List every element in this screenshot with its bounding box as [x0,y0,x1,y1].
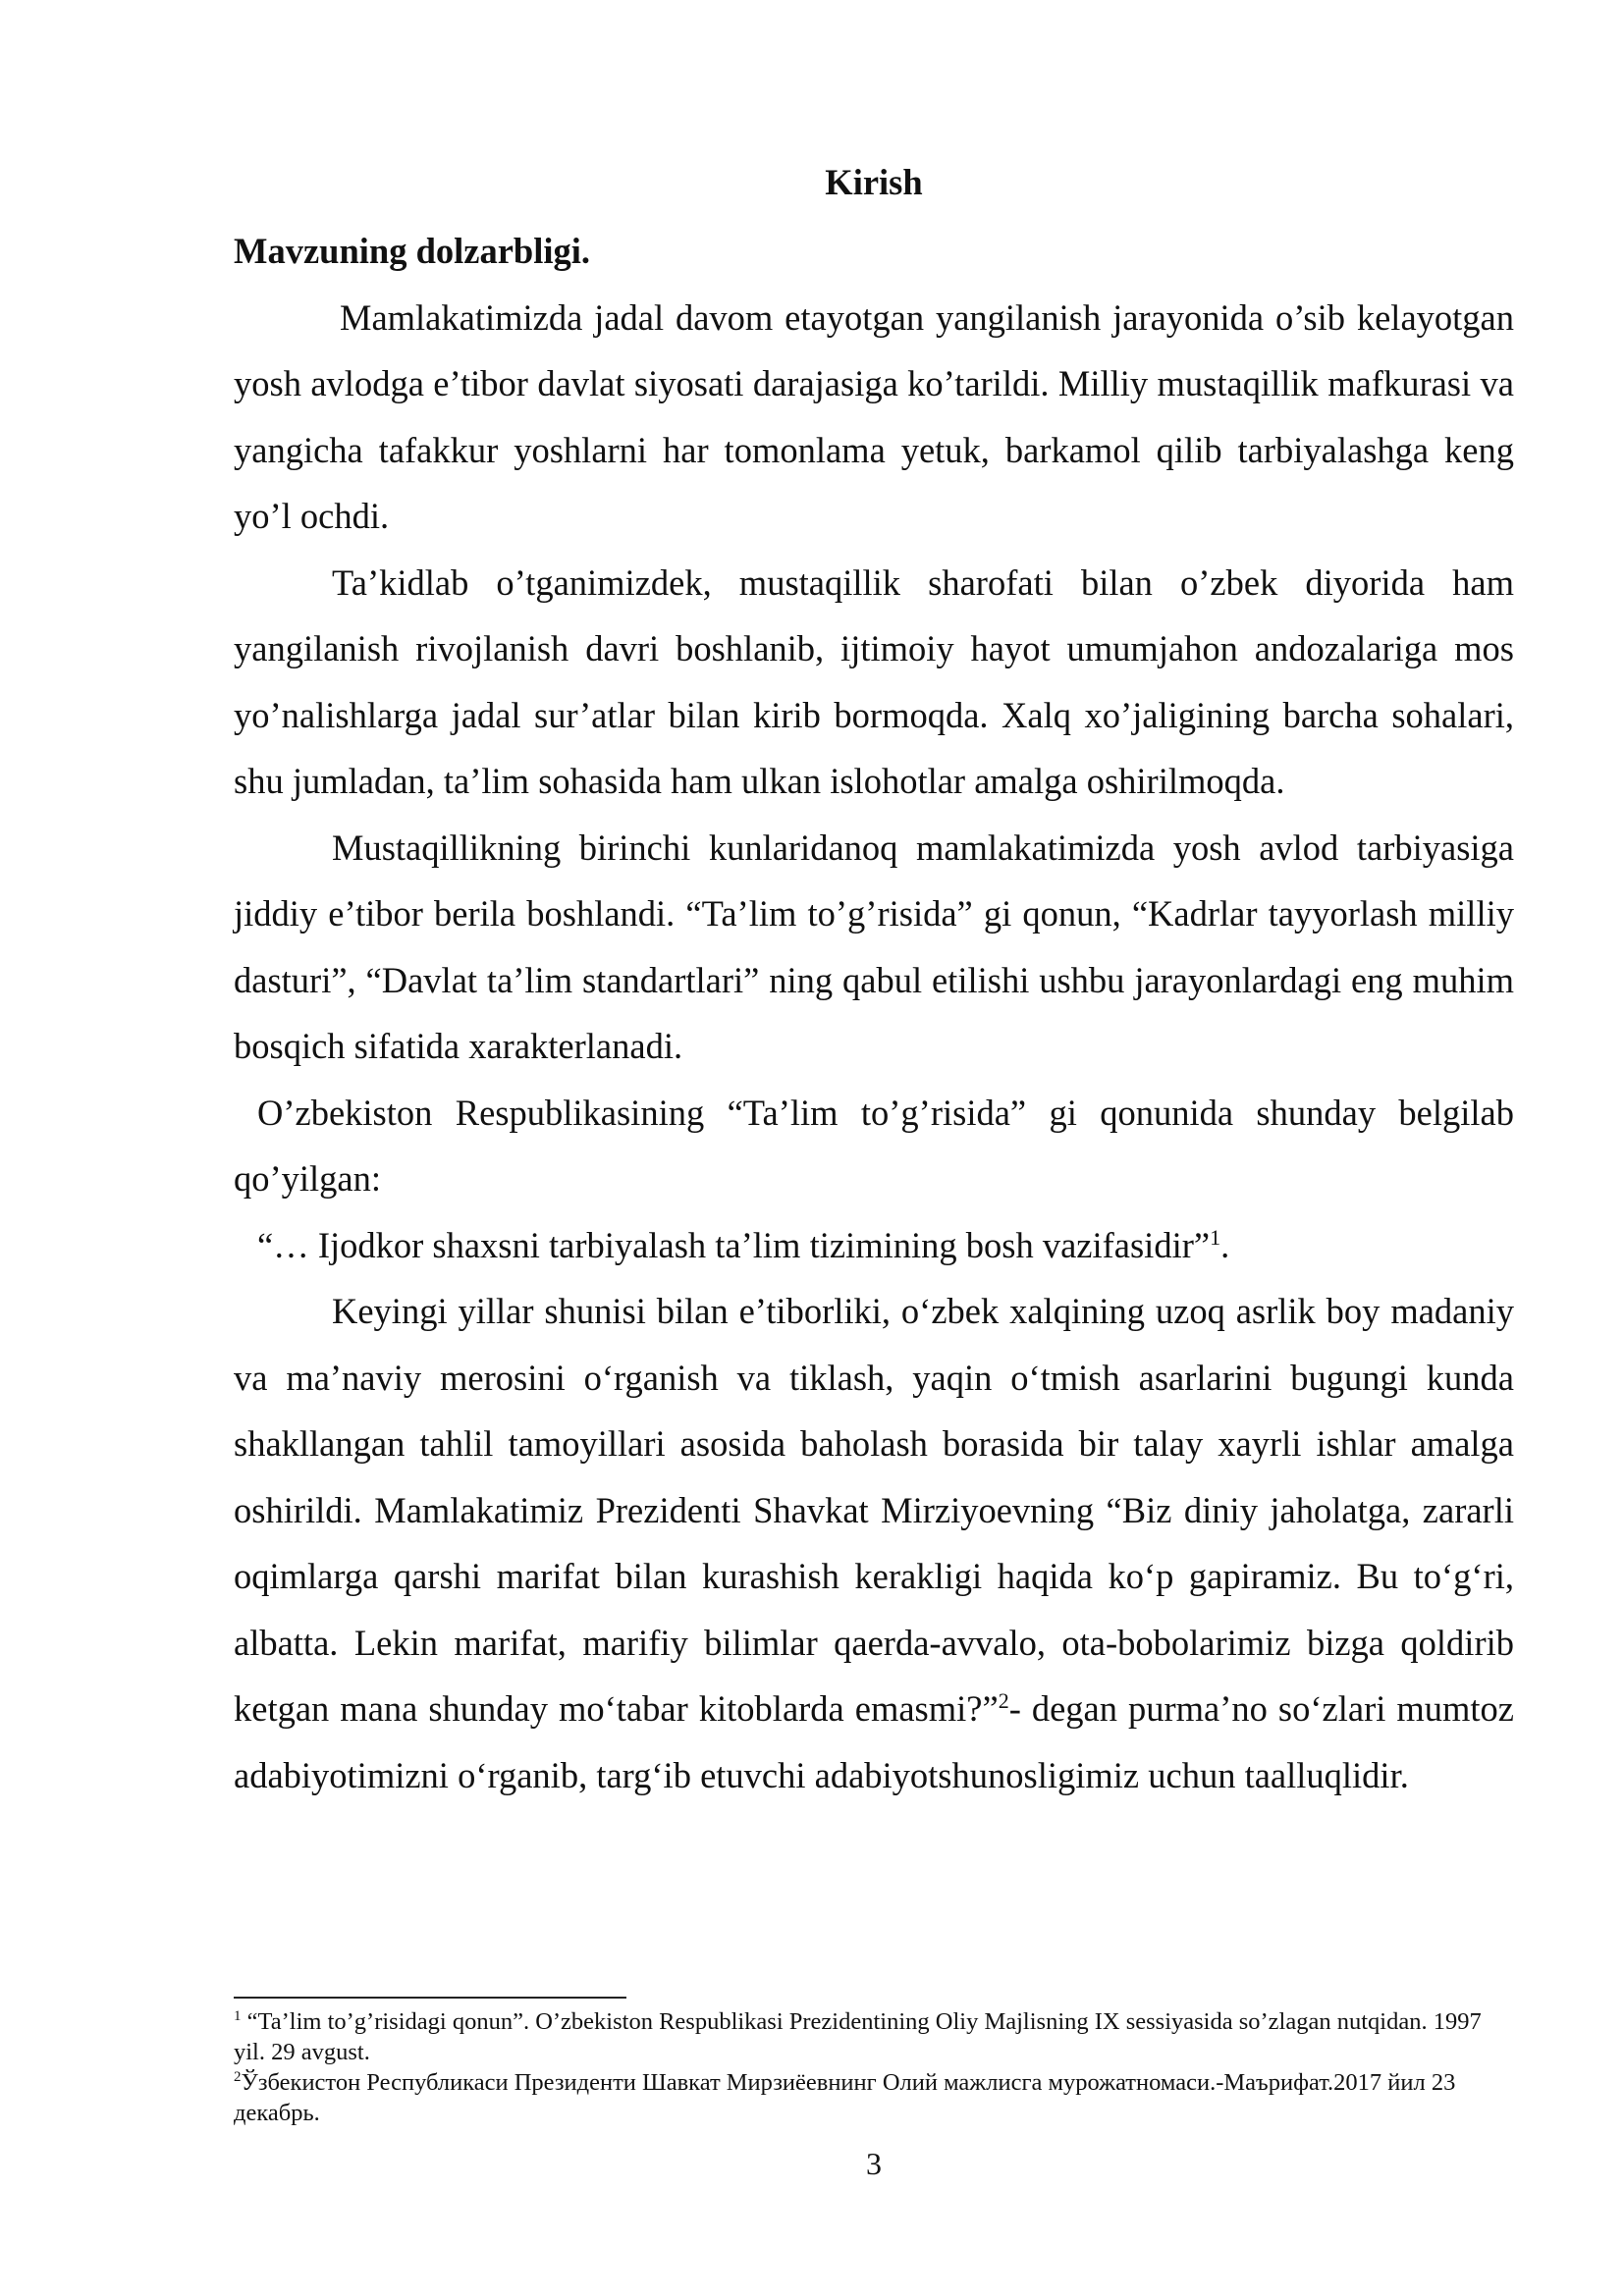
paragraph-2: Ta’kidlab o’tganimizdek, mustaqillik sharofati bilan o’zbek diyorida ham yangilanish rivojlanish davri boshlanib, ijtimoiy hayot umumjahon andozalariga mos yo’nalishlarga jadal sur’atlar bilan kirib bormoqda. Xalq xo’jaligining barcha sohalari, shu jumladan, ta’lim sohasida ham ulkan islohotlar amalga oshirilmoqda. [234,561,1514,801]
paragraph-5-text: Keyingi yillar shunisi bilan e’tiborliki, o‘zbek xalqining uzoq asrlik boy madaniy va ma’naviy merosini o‘rganish va tiklash, yaqin o‘tmish asarlarini bugungi kunda shakllangan tahlil tamoyillari asosida baholash borasida bir talay xayrli ishlar amalga oshirildi. Mamlakatimiz Prezidenti Shavkat Mirziyoevning “Biz diniy jaholatga, zararli oqimlarga qarshi marifat bilan kurashish kerakligi haqida ko‘p gapiramiz. Bu to‘g‘ri, albatta. Lekin marifat, marifiy bilimlar qaerda-avvalo, ota-bobolarimiz bizga qoldirib ketgan mana shunday mo‘tabar kitoblarda emasmi?” [234,1291,1514,1729]
section-subtitle: Mavzuning dolzarbligi. [234,231,591,271]
paragraph-5 [234,1278,1514,1808]
footnotes [234,2006,1514,2128]
quote-end: . [1220,1224,1230,1265]
main-text [234,147,1514,1808]
footnote-ref-1[interactable]: 1 [1210,1224,1221,1250]
footnote-mark-2: 2 [234,2068,242,2085]
footnote-1 [234,2006,1514,2067]
quote-paragraph [234,1212,1514,1279]
quote-text: “… Ijodkor shaxsni tarbiyalash ta’lim tizimining bosh vazifasidir” [257,1224,1211,1265]
footnote-2 [234,2067,1514,2128]
section-title: Kirish [825,162,923,202]
page-number: 3 [866,2146,882,2181]
footnote-mark-1: 1 [234,2007,242,2024]
footnote-1-text: “Ta’lim to’g’risidagi qonun”. O’zbekiston Respublikasi Prezidentining Oliy Majlisning IX sessiyasida so’zlagan nutqidan. 1997 yil. 29 avgust. [234,2008,1482,2065]
footnote-ref-2[interactable]: 2 [998,1687,1009,1713]
footnote-2-text: Ўзбекистон Республикаси Президенти Шавкат Мирзиёевнинг Олий мажлисга мурожатномаси.-Маърифат.2017 йил 23 декабрь. [234,2069,1456,2126]
paragraph-5-tail: - degan purma’no so‘zlari mumtoz adabiyotimizni o‘rganib, targ‘ib etuvchi adabiyotshunosligimiz uchun taalluqlidir. [234,1688,1514,1795]
paragraph-1: Mamlakatimizda jadal davom etayotgan yangilanish jarayonida o’sib kelayotgan yosh avlodga e’tibor davlat siyosati darajasiga ko’tarildi. Milliy mustaqillik mafkurasi va yangicha tafakkur yoshlarni har tomonlama yetuk, barkamol qilib tarbiyalashga keng yo’l ochdi. [234,296,1514,536]
paragraph-4: O’zbekiston Respublikasining “Ta’lim to’g’risida” gi qonunida shunday belgilab qo’yilgan: [234,1092,1514,1199]
footnote-separator [234,1997,626,1999]
paragraph-3: Mustaqillikning birinchi kunlaridanoq mamlakatimizda yosh avlod tarbiyasiga jiddiy e’tibor berila boshlandi. “Ta’lim to’g’risida” gi qonun, “Kadrlar tayyorlash milliy dasturi”, “Davlat ta’lim standartlari” ning qabul etilishi ushbu jarayonlardagi eng muhim bosqich sifatida xarakterlanadi. [234,827,1514,1066]
